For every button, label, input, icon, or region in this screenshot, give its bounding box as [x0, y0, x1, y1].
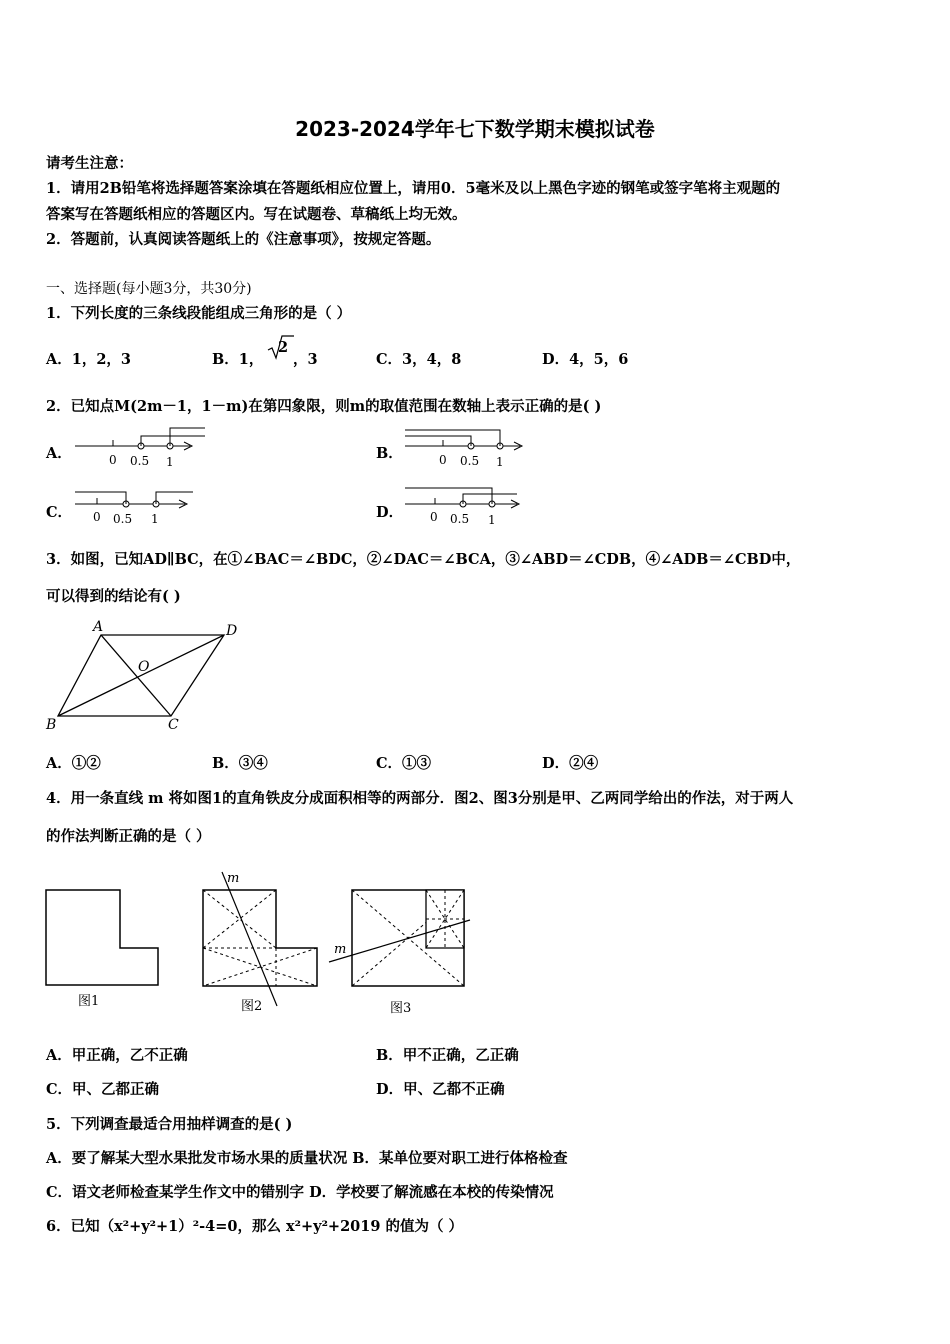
vertex-a-label: A: [93, 619, 104, 635]
fig3-label: 图3: [390, 1001, 412, 1016]
q3-stem: 3．如图，已知AD∥BC，在①∠BAC＝∠BDC，②∠DAC＝∠BCA，③∠ABD＝∠CDB，④∠ADB＝∠CBD中，: [46, 551, 801, 568]
notice-line-1: 1．请用2B铅笔将选择题答案涂填在答题纸相应位置上，请用0．5毫米及以上黑色字迹的钢笔或签字笔将主观题的: [46, 180, 781, 197]
q2-option-d: D．: [376, 504, 404, 521]
fig2-label: 图2: [241, 999, 263, 1014]
vertex-d-label: D: [226, 623, 238, 639]
tick-1: 1: [166, 455, 174, 469]
q1-option-c: C．3，4，8: [376, 351, 462, 368]
q3-option-c: C．①③: [376, 755, 432, 772]
q5-options-ab: A．要了解某大型水果批发市场水果的质量状况 B．某单位要对职工进行体格检查: [46, 1150, 568, 1167]
notice-line-3: 2．答题前，认真阅读答题纸上的《注意事项》，按规定答题。: [46, 231, 441, 248]
q4-stem: 4．用一条直线 m 将如图1的直角铁皮分成面积相等的两部分．图2、图3分别是甲、乙两同学给出的作法，对于两人: [46, 790, 794, 807]
q3-option-d: D．②④: [542, 755, 599, 772]
tick-0-5: 0.5: [130, 454, 150, 468]
tick-0: 0: [93, 510, 101, 524]
q2-stem: 2．已知点M(2m－1，1－m)在第四象限，则m的取值范围在数轴上表示正确的是( ): [46, 398, 602, 415]
page-title: 2023-2024学年七下数学期末模拟试卷: [295, 117, 655, 141]
q4-figures: [46, 864, 476, 1024]
parallelogram-figure: [46, 618, 246, 738]
q2-option-c: C．: [46, 504, 73, 521]
fig1-shape: [46, 890, 158, 985]
tick-0: 0: [109, 453, 117, 467]
number-line-d: [405, 484, 545, 534]
fig1-label: 图1: [78, 994, 100, 1009]
tick-0-5: 0.5: [460, 454, 480, 468]
number-line-b: [405, 424, 545, 474]
tick-0: 0: [439, 453, 447, 467]
tick-0: 0: [430, 510, 438, 524]
notice-heading: 请考生注意：: [46, 155, 133, 172]
fig3-shape: [329, 890, 470, 986]
q5-options-cd: C．语文老师检查某学生作文中的错别字 D．学校要了解流感在本校的传染情况: [46, 1184, 554, 1201]
fig2-shape: [203, 872, 317, 1006]
tick-1: 1: [488, 513, 496, 527]
q1-option-b-prefix: B．1，: [212, 351, 264, 368]
q3-option-b: B．③④: [212, 755, 268, 772]
tick-1: 1: [151, 512, 159, 526]
tick-0-5: 0.5: [113, 512, 133, 526]
vertex-c-label: C: [168, 717, 179, 733]
q3-option-a: A．①②: [46, 755, 101, 772]
q2-option-a: A．: [46, 445, 72, 462]
section-heading: 一、选择题(每小题3分，共30分): [46, 281, 252, 297]
q1-option-a: A．1，2，3: [46, 351, 132, 368]
q4-stem-continued: 的作法判断正确的是（ ）: [46, 828, 211, 845]
q4-option-b: B．甲不正确，乙正确: [376, 1047, 519, 1064]
vertex-b-label: B: [46, 717, 57, 733]
number-line-c: [75, 484, 215, 534]
tick-0-5: 0.5: [450, 512, 470, 526]
q5-stem: 5．下列调查最适合用抽样调查的是( ): [46, 1116, 293, 1133]
q1-option-b-sqrt-value: 2: [278, 339, 289, 356]
point-o-label: O: [138, 659, 150, 675]
q1-option-b-suffix: ，3: [293, 351, 318, 368]
fig2-line-m-label: m: [227, 871, 240, 886]
q4-option-c: C．甲、乙都正确: [46, 1081, 160, 1098]
number-line-a: [75, 424, 215, 474]
q2-option-b: B．: [376, 445, 403, 462]
q4-option-a: A．甲正确，乙不正确: [46, 1047, 188, 1064]
q6-stem: 6．已知（x²+y²+1）²-4=0，那么 x²+y²+2019 的值为（ ）: [46, 1218, 464, 1235]
fig3-line-m-label: m: [334, 942, 347, 957]
q3-stem-continued: 可以得到的结论有( ): [46, 588, 181, 605]
q1-option-d: D．4，5，6: [542, 351, 629, 368]
tick-1: 1: [496, 455, 504, 469]
notice-line-2: 答案写在答题纸相应的答题区内。写在试题卷、草稿纸上均无效。: [46, 206, 467, 223]
q1-stem: 1．下列长度的三条线段能组成三角形的是（ ）: [46, 305, 352, 322]
q4-option-d: D．甲、乙都不正确: [376, 1081, 505, 1098]
